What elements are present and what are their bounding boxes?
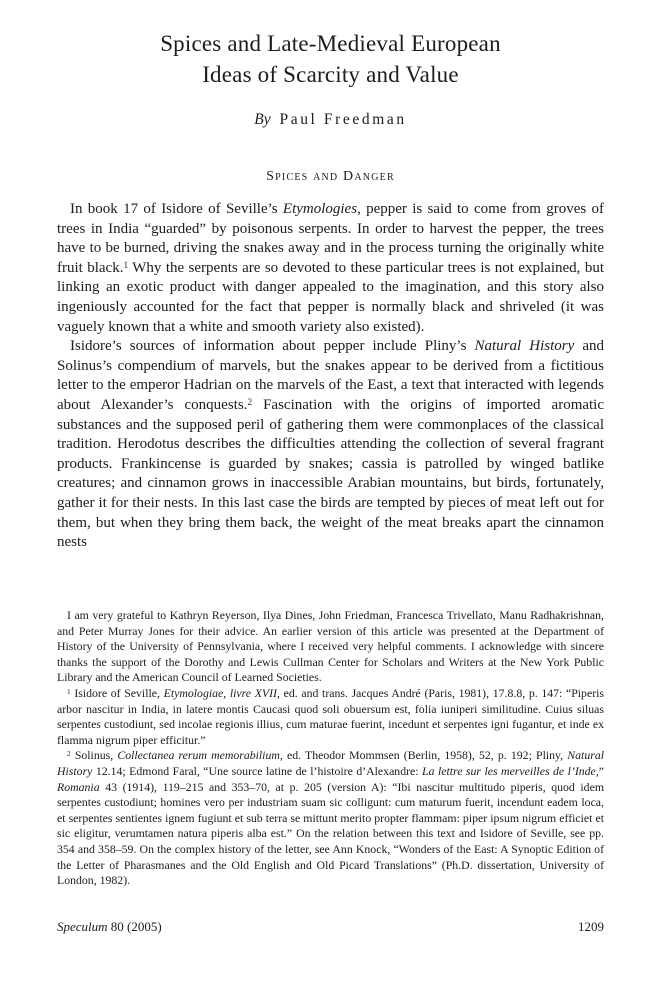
byline-prefix: By	[254, 111, 271, 128]
acknowledgment-note: I am very grateful to Kathryn Reyerson, Ilya Dines, John Friedman, Francesca Trivellato, Manu Radhakrishnan, and Peter Murray Jones for their advice. An earlier version of this article was presented at the Department of History of the University of Pennsylvania, where I received very helpful comments. I acknowledge with sincere thanks the support of the Dorothy and Lewis Cullman Center for Scholars and Writers at the New York Public Library and the American Council of Learned Societies.	[57, 608, 604, 685]
journal-volume: 80 (2005)	[107, 919, 162, 934]
article-title-line-1: Spices and Late-Medieval European	[160, 31, 501, 56]
byline	[57, 111, 604, 129]
page-number: 1209	[578, 919, 604, 934]
author-name: Paul Freedman	[279, 111, 407, 128]
section-heading: Spices and Danger	[266, 169, 395, 184]
footnote-1: $^1$ Isidore of Seville, Etymologiae, livre XVII, ed. and trans. Jacques André (Paris, 1981), 17.8.8, p. 147: “Piperis arbor nascitur in India, in latere montis Caucasi quod soli obuersum est, folia iuniperi similitudine. Cuius siluas serpentes custodiunt, sed incolae regionis illius, cum maturae fuerint, incedunt et serpentes igni fugantur, et inde ex flamma nigrum piper efficitur.”	[57, 685, 604, 747]
article-title	[57, 28, 604, 90]
article-body	[57, 200, 604, 553]
body-paragraph-2: Isidore’s sources of information about pepper include Pliny’s Natural History and Solinus’s compendium of marvels, but the snakes appear to be derived from a fictitious letter to the emperor Hadrian on the marvels of the East, a text that interacted with legends about Alexander’s conquests.$^2$ Fascination with the origins of imported aromatic substances and the supposed peril of gathering them were commonplaces of the classical tradition. Herodotus describes the difficulties attending the collection of several fragrant products. Frankincense is guarded by snakes; cassia is patrolled by winged batlike creatures; and cinnamon grows in inaccessible Arabian mountains, but birds, fortunately, gather it for their nests. In this last case the birds are tempted by pieces of meat left out for them, but when they bring them back, the weight of the meat breaks apart the cinnamon nests	[57, 338, 605, 551]
footnote-2: $^2$ Solinus, Collectanea rerum memorabilium, ed. Theodor Mommsen (Berlin, 1958), 52, p. 192; Pliny, Natural History 12.14; Edmond Faral, “Une source latine de l’histoire d’Alexandre: La lettre sur les merveilles de l’Inde,” Romania 43 (1914), 119–215 and 353–70, at p. 205 (version A): “Ibi nascitur multitudo piperis, quod idem serpentes custodiunt; homines vero per industriam suam sic colligunt: cum maturum fuerit, incendunt eadem loca, et serpentes sentientes ignem fugiunt et sub terra se mittunt merito propter flammam: piper ipsum nigrum efficiet et sic eligitur, verumtamen natura piperis alba est.” On the relation between this text and Isidore of Seville, see pp. 354 and 358–59. On the complex history of the letter, see Ann Knock, “Wonders of the East: A Synoptic Edition of the Letter of Pharasmanes and the Old English and Old Picard Translations” (Ph.D. dissertation, University of London, 1982).	[57, 748, 604, 888]
article-title-line-2: Ideas of Scarcity and Value	[202, 62, 459, 87]
body-paragraph-1: In book 17 of Isidore of Seville’s Etymologies, pepper is said to come from groves of trees in India “guarded” by poisonous serpents. In order to harvest the pepper, the trees have to be burned, driving the snakes away and in the process turning the originally white fruit black.$^1$ Why the serpents are so devoted to these particular trees is not explained, but linking an exotic product with danger appealed to the imagination, and this story also ingeniously accounted for the fact that pepper is normally black and shriveled (it was vaguely known that a white and smooth variety also existed).	[57, 201, 604, 335]
journal-name: Speculum	[57, 919, 108, 934]
journal-citation	[57, 918, 162, 935]
page-footer	[57, 918, 604, 935]
footnotes-section	[57, 608, 604, 889]
